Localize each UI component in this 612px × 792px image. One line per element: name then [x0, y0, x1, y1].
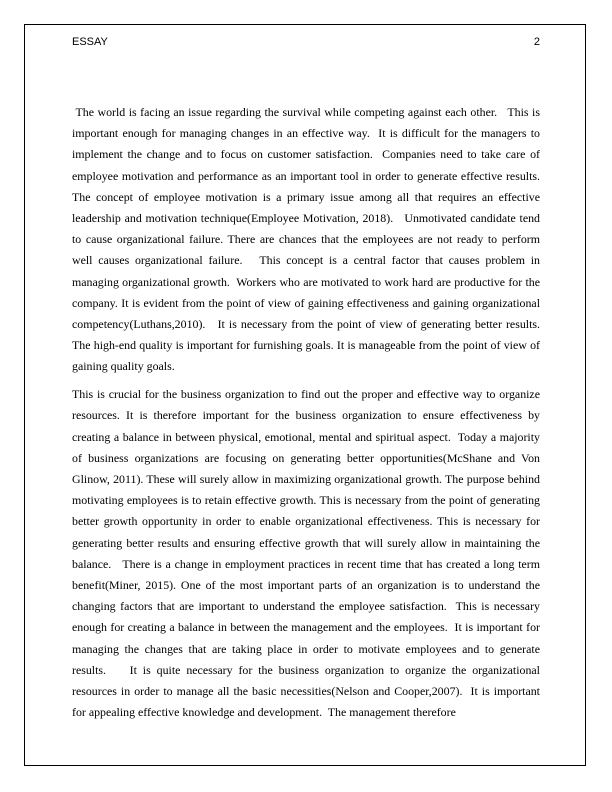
- paragraph: This is crucial for the business organization to find out the proper and effective way to organize resources. It is therefore important for the business organization to ensure effectiveness by creating a balance in between physical, emotional, mental and spiritual aspect. Today a majority of business organizations are focusing on generating better opportunities(McShane and Von Glinow, 2011). These will surely allow in maximizing organizational growth. The purpose behind motivating employees is to retain effective growth. This is necessary from the point of generating better growth opportunity in order to enable organizational effectiveness. This is necessary for generating better results and ensuring effective growth that will surely allow in maintaining the balance. There is a change in employment practices in recent time that has created a long term benefit(Miner, 2015). One of the most important parts of an organization is to understand the changing factors that are important to understand the employee satisfaction. This is necessary enough for creating a balance in between the management and the employees. It is important for managing the changes that are taking place in order to motivate employees and to generate results. It is quite necessary for the business organization to organize the organizational resources in order to manage all the basic necessities(Nelson and Cooper,2007). It is important for appealing effective knowledge and development. The management therefore: [72, 387, 543, 720]
- essay-body: [72, 102, 546, 723]
- running-header-title: ESSAY: [72, 36, 108, 48]
- page-number: 2: [533, 36, 540, 48]
- paragraph: The world is facing an issue regarding the survival while competing against each other. This is important enough for managing changes in an effective way. It is difficult for the managers to implement the change and to focus on customer satisfaction. Companies need to take care of employee motivation and performance as an important tool in order to generate effective results. The concept of employee motivation is a primary issue among all that requires an effective leadership and motivation technique(Employee Motivation, 2018). Unmotivated candidate tend to cause organizational failure. There are chances that the employees are not ready to perform well causes organizational failure. This concept is a central factor that causes problem in managing organizational growth. Workers who are motivated to work hard are productive for the company. It is evident from the point of view of gaining effectiveness and gaining organizational competency(Luthans,2010). It is necessary from the point of view of generating better results. The high-end quality is important for furnishing goals. It is manageable from the point of view of gaining quality goals.: [72, 105, 546, 374]
